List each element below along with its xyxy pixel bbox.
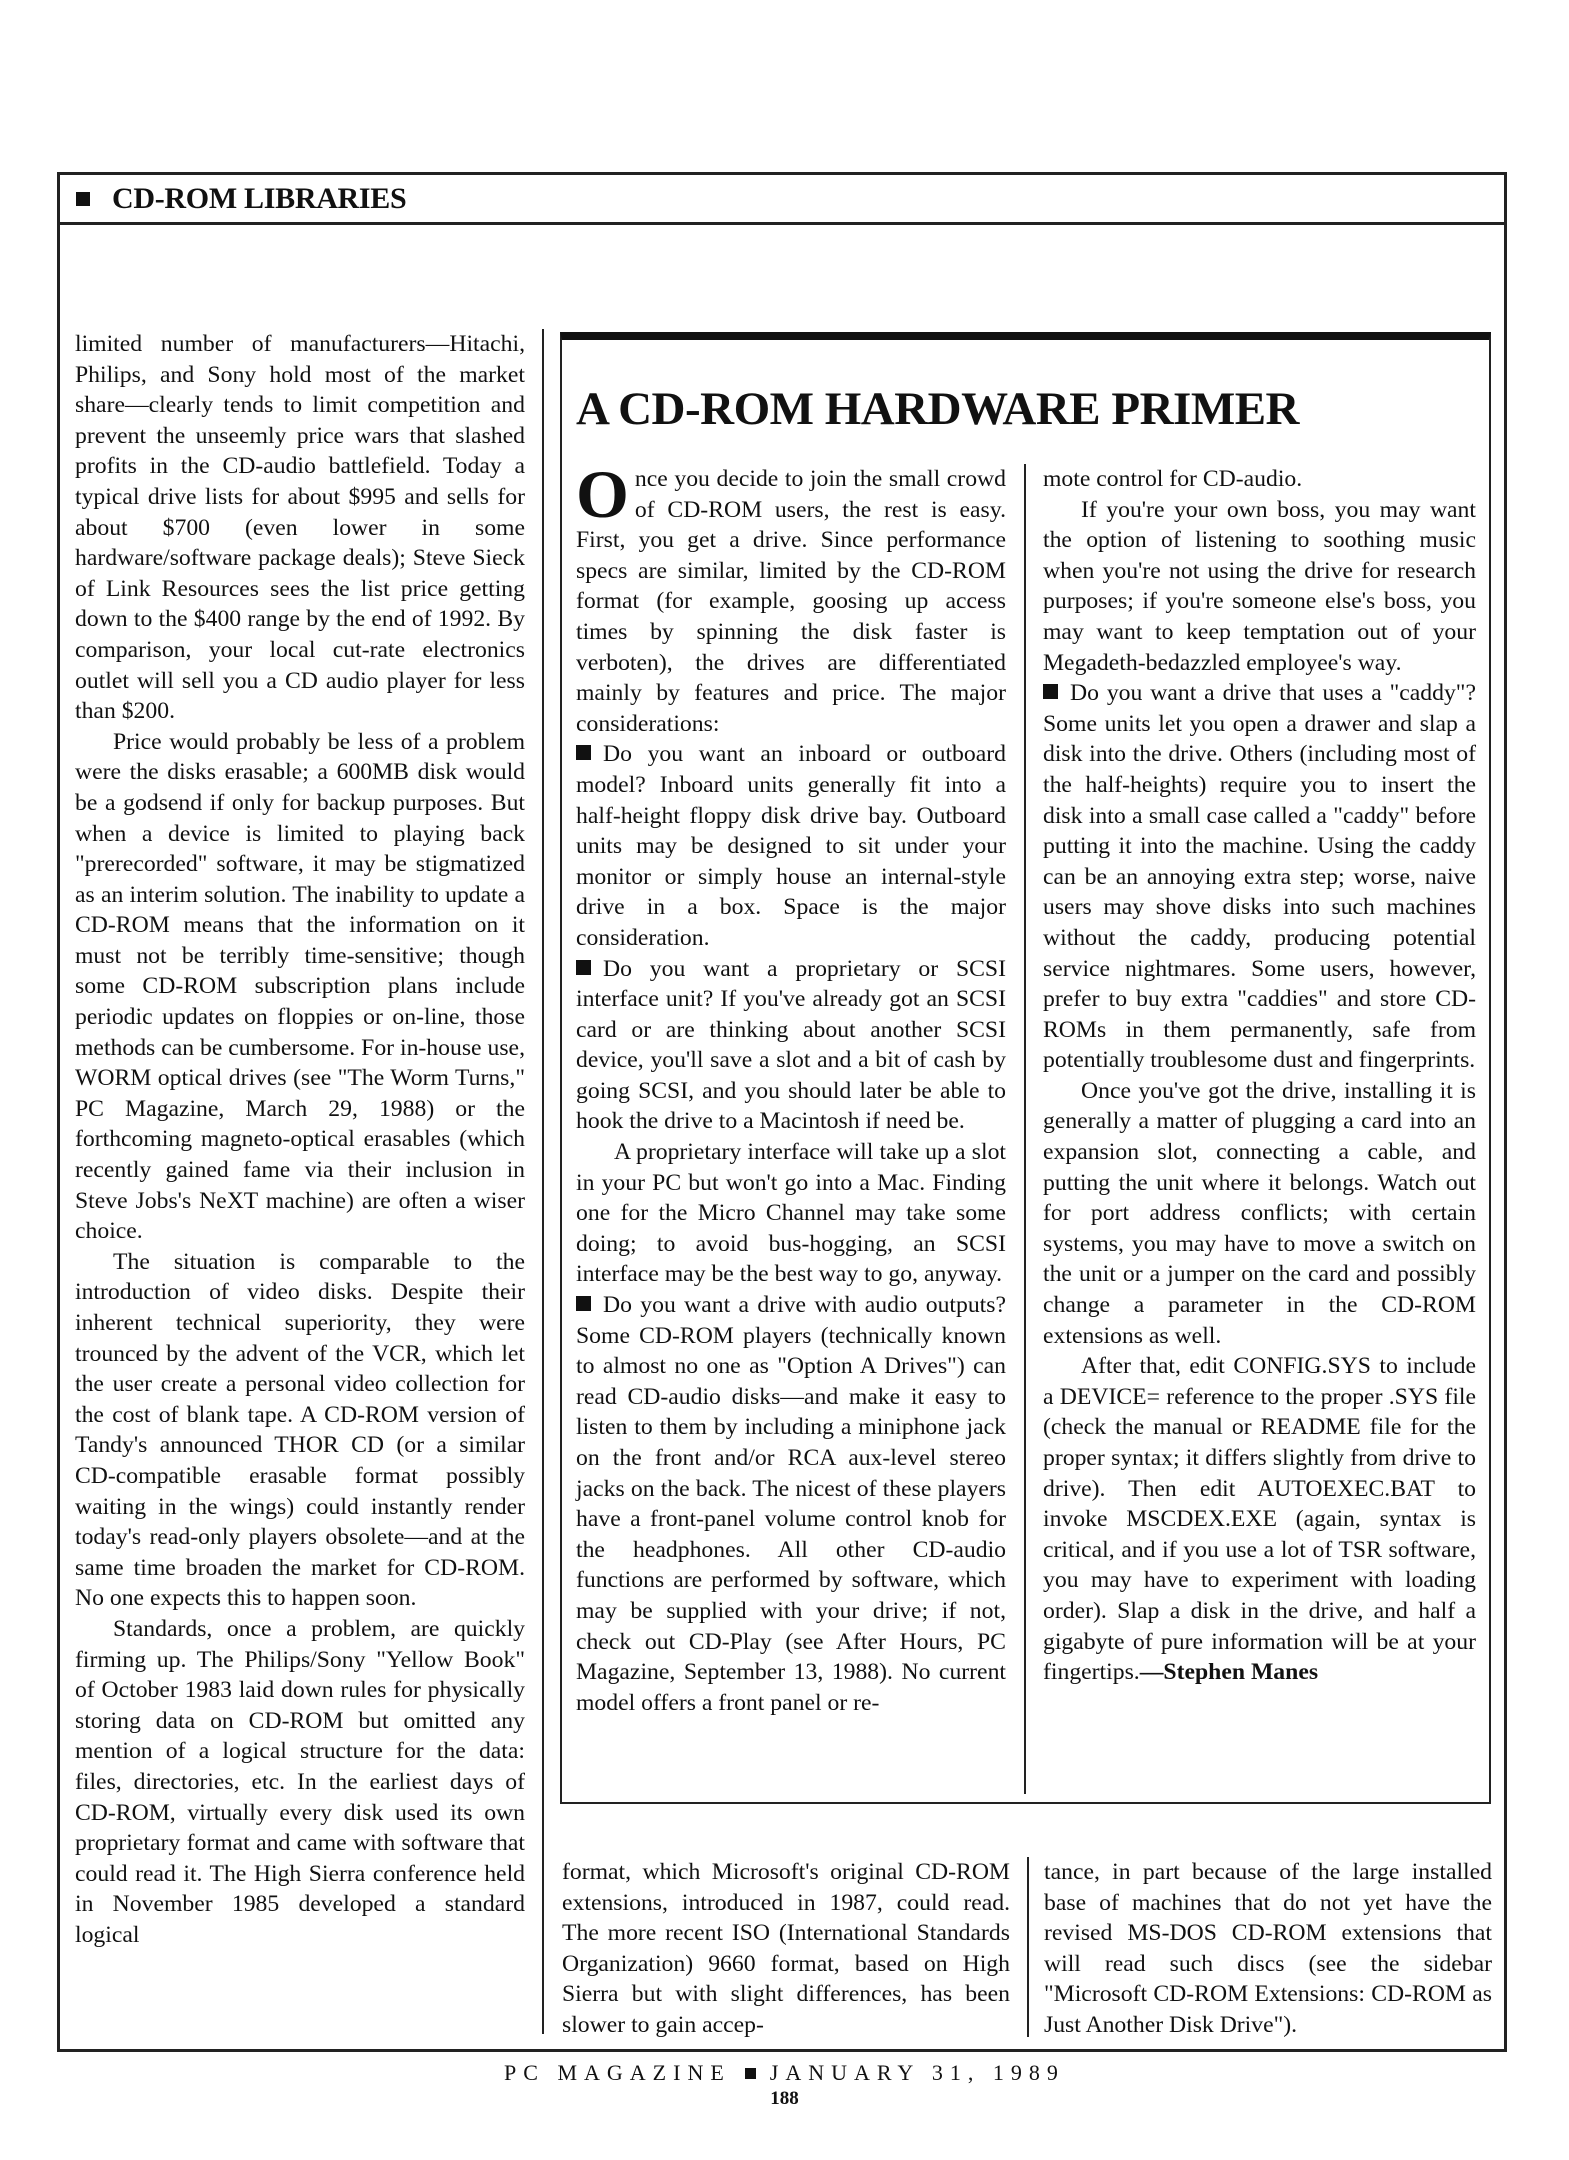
author-signature: —Stephen Manes <box>1139 1659 1319 1686</box>
page-footer <box>0 2060 1569 2110</box>
primer-paragraph: If you're your own boss, you may want the option of listening to soothing music when you're not using the drive for research purposes; if you're someone else's boss, you may want to keep temptation out of your Megadeth-bedazzled employee's way. <box>1043 496 1476 676</box>
magazine-name: PC MAGAZINE <box>504 2060 731 2085</box>
square-bullet-icon <box>576 960 591 975</box>
bottom-paragraph: tance, in part because of the large installed base of machines that do not yet have the revised MS-DOS CD-ROM extensions that will read such discs (see the sidebar "Microsoft CD-ROM Extensions: CD-ROM as Just Another Disk Drive"). <box>1044 1859 1492 2037</box>
primer-paragraph <box>1043 1351 1476 1688</box>
drop-cap: O <box>576 456 629 532</box>
column-rule <box>542 329 544 2034</box>
primer-paragraph: Do you want a drive that uses a "caddy"? Some units let you open a drawer and slap a disk into the drive. Others (including most of the half-heights) require you to insert the disk into a small case called a "caddy" before putting it into the machine. Using the caddy can be an annoying extra step; worse, naive users may shove disks into such machines without the caddy, producing potential service nightmares. Some users, however, prefer to buy extra "caddies" and store CD-ROMs in them permanently, safe from potentially troublesome dust and fingerprints. <box>1043 680 1476 1074</box>
primer-paragraph: Do you want a drive with audio outputs? Some CD-ROM players (technically known to almost no one as "Option A Drives") can read CD-audio disks—and make it easy to listen to them by including a miniphone jack on the front and/or RCA aux-level stereo jacks on the back. The nicest of these players have a front-panel volume control knob for the headphones. All other CD-audio functions are performed by software, which may be supplied with your drive; if not, check out CD-Play (see After Hours, PC Magazine, September 13, 1988). No current model offers a front panel or re- <box>576 1292 1006 1716</box>
square-bullet-icon <box>576 1296 591 1311</box>
primer-bullet-item <box>576 1290 1006 1718</box>
left-paragraph: limited number of manufacturers—Hitachi, Philips, and Sony hold most of the market share—clearly tends to limit competition and prevent the unseemly price wars that slashed profits in the CD-audio battlefield. Today a typical drive lists for about $995 and sells for about $700 (even lower in some hardware/software package deals); Steve Sieck of Link Resources sees the list price getting down to the $400 range by the end of 1992. By comparison, your local cut-rate electronics outlet will sell you a CD audio player for less than $200. <box>75 331 525 725</box>
bottom-column-1 <box>562 1857 1010 2037</box>
primer-intro <box>576 456 1006 739</box>
primer-paragraph: Do you want a proprietary or SCSI interface unit? If you've already got an SCSI card or are thinking about another SCSI device, you'll save a slot and a bit of cash by going SCSI, and you should later be able to hook the drive to a Macintosh if need be. <box>576 955 1006 1135</box>
primer-bullet-item <box>1043 678 1476 1076</box>
section-title: CD-ROM LIBRARIES <box>112 181 407 215</box>
bottom-paragraph: format, which Microsoft's original CD-ROM extensions, introduced in 1987, could read. The more recent ISO (International Standards Organization) 9660 format, based on High Sierra but with slight differences, has been slower to gain accep- <box>562 1859 1010 2037</box>
section-header <box>60 175 1504 225</box>
primer-column-1 <box>576 456 1006 1718</box>
primer-paragraph-text: After that, edit CONFIG.SYS to include a DEVICE= reference to the proper .SYS file (check the manual or README file for the proper syntax; it differs slightly from drive to drive). Then edit AUTOEXEC.BAT to invoke MSCDEX.EXE (again, syntax is critical, and if you use a lot of TSR software, you may have to experiment with loading order). Slap a disk in the drive, and half a gigabyte of pure information will be at your fingertips. <box>1043 1353 1476 1686</box>
primer-sidebar <box>560 332 1491 1804</box>
primer-paragraph: A proprietary interface will take up a slot in your PC but won't go into a Mac. Finding one for the Micro Channel may take some doing; to avoid bus-hogging, an SCSI interface may be the best way to go, anyway. <box>576 1139 1006 1288</box>
primer-title: A CD-ROM HARDWARE PRIMER <box>576 383 1299 435</box>
left-paragraph: Price would probably be less of a problem were the disks erasable; a 600MB disk would be a godsend if only for backup purposes. But when a device is limited to playing back "prerecorded" software, it may be stigmatized as an interim solution. The inability to update a CD-ROM means that the information on it must not be terribly time-sensitive; though some CD-ROM subscription plans include periodic updates on floppies or on-line, those methods can be cumbersome. For in-house use, WORM optical drives (see "The Worm Turns," PC Magazine, March 29, 1988) or the forthcoming magneto-optical erasables (which recently gained fame via their inclusion in Steve Jobs's NeXT machine) are often a wiser choice. <box>75 728 525 1245</box>
primer-paragraph: mote control for CD-audio. <box>1043 466 1303 492</box>
issue-date: JANUARY 31, 1989 <box>769 2060 1065 2085</box>
primer-paragraph: Do you want an inboard or outboard model? Inboard units generally fit into a half-height floppy disk drive bay. Outboard units may be designed to sit under your monitor or simply house an internal-style drive in a box. Space is the major consideration. <box>576 741 1006 951</box>
primer-bullet-item <box>576 954 1006 1138</box>
primer-bullet-item <box>576 739 1006 953</box>
primer-paragraph: nce you decide to join the small crowd of CD-ROM users, the rest is easy. First, you get a drive. Since performance specs are similar, limited by the CD-ROM format (for example, goosing up access times by spinning the disk faster is verboten), the drives are differentiated mainly by features and price. The major considerations: <box>576 466 1006 737</box>
bottom-column-2 <box>1044 1857 1492 2037</box>
square-bullet-icon <box>76 192 90 206</box>
square-bullet-icon <box>745 2068 756 2079</box>
primer-paragraph: Once you've got the drive, installing it is generally a matter of plugging a card into an expansion slot, connecting a cable, and putting the unit where it belongs. Watch out for port address conflicts; with certain systems, you may have to move a switch on the unit or a jumper on the card and possibly change a parameter in the CD-ROM extensions as well. <box>1043 1077 1476 1349</box>
footer-masthead <box>0 2060 1569 2086</box>
left-paragraph: The situation is comparable to the introduction of video disks. Despite their inherent technical superiority, they were trounced by the advent of the VCR, which let the user create a personal video collection for the cost of blank tape. A CD-ROM version of Tandy's announced THOR CD (or a similar CD-compatible erasable format possibly waiting in the wings) could instantly render today's read-only players obsolete—and at the same time broaden the market for CD-ROM. No one expects this to happen soon. <box>75 1248 525 1612</box>
left-paragraph: Standards, once a problem, are quickly firming up. The Philips/Sony "Yellow Book" of October 1983 laid down rules for physically storing data on CD-ROM but omitted any mention of a logical structure for the data: files, directories, etc. In the earliest days of CD-ROM, virtually every disk used its own proprietary format and came with software that could read it. The High Sierra conference held in November 1985 developed a standard logical <box>75 1615 525 1948</box>
square-bullet-icon <box>1043 684 1058 699</box>
column-rule <box>1027 1857 1029 2037</box>
square-bullet-icon <box>576 745 591 760</box>
primer-column-2 <box>1043 464 1476 1688</box>
primer-column-rule <box>1024 464 1026 1794</box>
left-column <box>75 329 525 2039</box>
page-number: 188 <box>770 2088 799 2109</box>
